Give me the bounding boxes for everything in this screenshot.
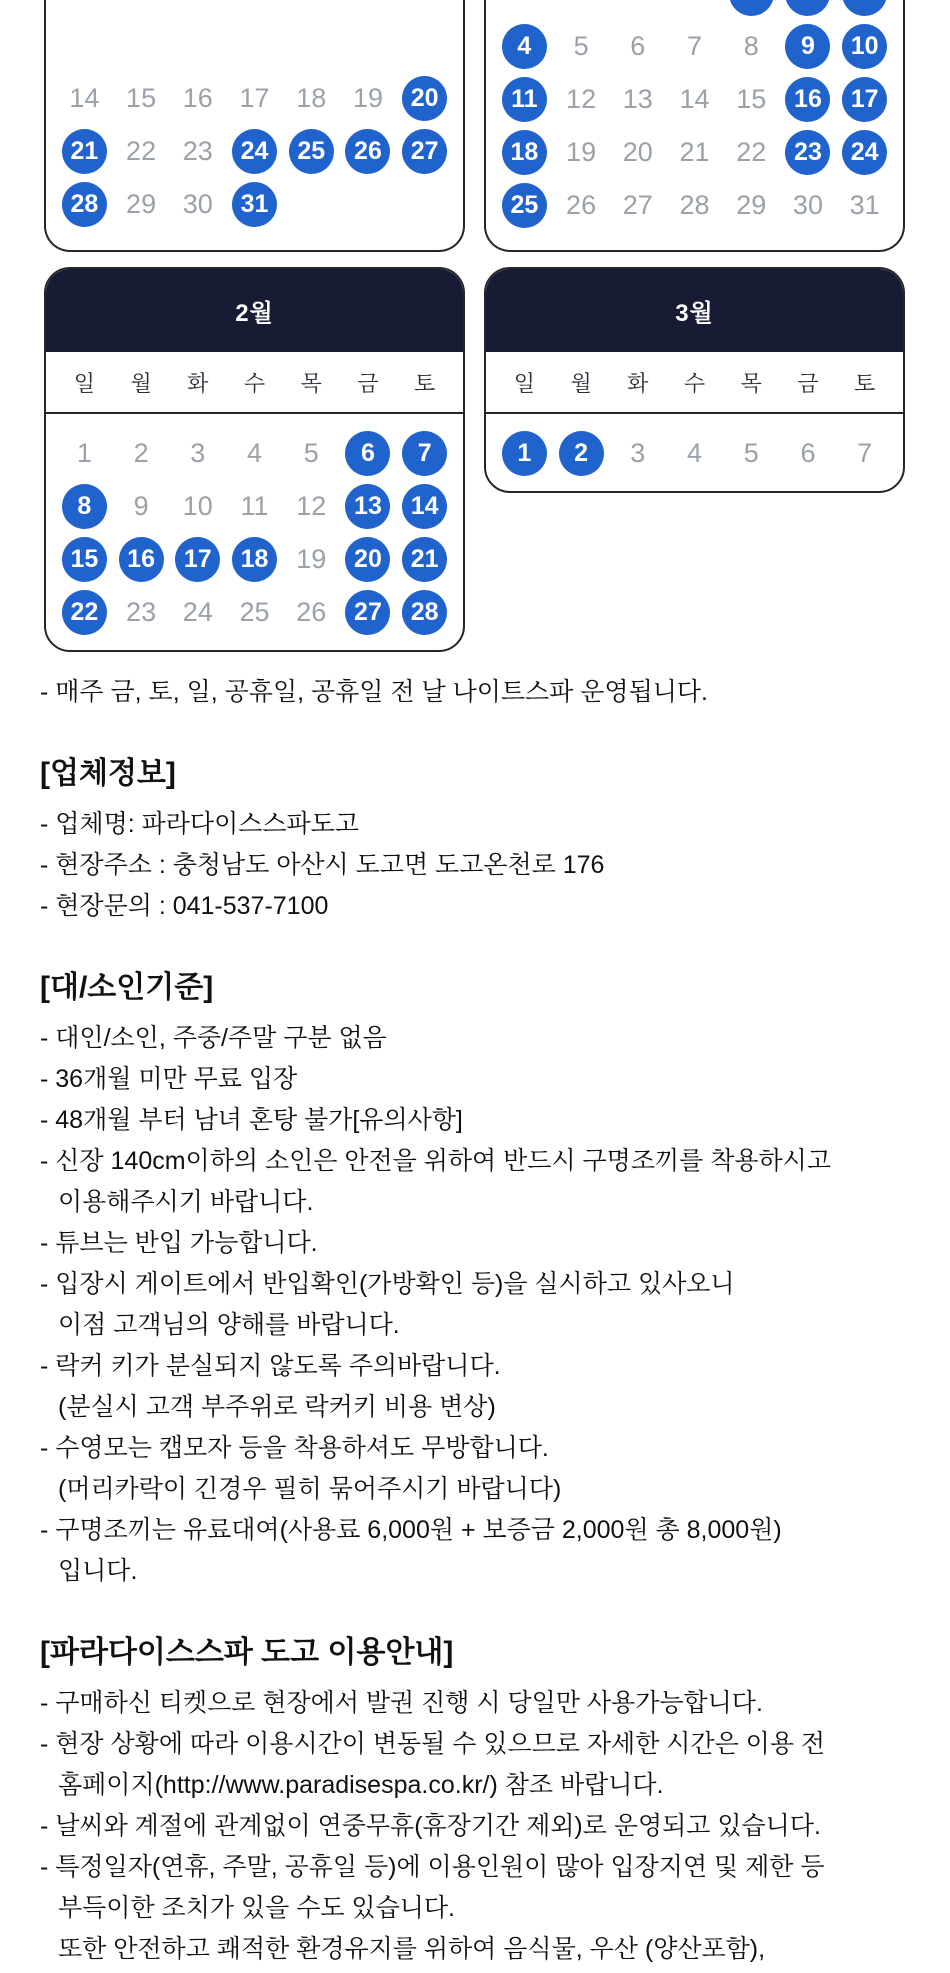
calendar-day-highlighted: 1 xyxy=(502,431,547,476)
calendar-day-cell xyxy=(666,73,723,126)
calendar-week-row xyxy=(46,586,463,639)
calendar-day-cell xyxy=(553,427,610,480)
info-section xyxy=(40,752,920,927)
calendar-week-row xyxy=(46,427,463,480)
info-line: - 구매하신 티켓으로 현장에서 발권 진행 시 당일만 사용가능합니다. xyxy=(40,1689,763,1717)
info-line: - 튜브는 반입 가능합니다. xyxy=(40,1229,318,1257)
info-line: - 현장문의 : 041-537-7100 xyxy=(40,892,329,920)
calendar-day-highlighted: 25 xyxy=(502,183,547,228)
calendar-day-highlighted: 11 xyxy=(502,77,547,122)
calendar-day-cell xyxy=(553,0,610,20)
info-line: - 특정일자(연휴, 주말, 공휴일 등)에 이용인원이 많아 입장지연 및 제한 등 xyxy=(40,1853,825,1881)
calendar-day-cell xyxy=(340,533,397,586)
calendar-day-cell xyxy=(396,427,453,480)
calendar-day-cell xyxy=(56,586,113,639)
calendar-day-highlighted: 17 xyxy=(842,77,887,122)
calendar-day: 19 xyxy=(296,544,327,574)
section-heading: [업체정보] xyxy=(40,757,176,790)
calendar-day-highlighted: 9 xyxy=(785,24,830,69)
calendar-day: 19 xyxy=(566,137,597,167)
calendar-day: 12 xyxy=(296,491,327,521)
calendar-day-cell xyxy=(836,427,893,480)
calendar-day-cell xyxy=(723,179,780,232)
calendar-day-cell xyxy=(609,126,666,179)
calendar-day-cell xyxy=(496,0,553,20)
info-sections xyxy=(40,752,920,1970)
calendar-day-cell xyxy=(723,20,780,73)
calendar-day-cell xyxy=(723,427,780,480)
calendar-day-cell xyxy=(113,72,170,125)
info-line: - 36개월 미만 무료 입장 xyxy=(40,1065,298,1093)
calendar-january xyxy=(484,0,905,252)
calendar-day: 23 xyxy=(126,597,157,627)
calendar-day-cell xyxy=(169,480,226,533)
calendar-day-highlighted: 27 xyxy=(402,129,447,174)
calendar-day-cell xyxy=(396,586,453,639)
calendar-day: 14 xyxy=(69,83,100,113)
weekday-label: 월 xyxy=(130,370,152,396)
calendar-day: 30 xyxy=(792,190,823,220)
info-line: 이용해주시기 바랍니다. xyxy=(58,1188,314,1216)
calendar-day-cell xyxy=(836,0,893,20)
calendar-day-highlighted: 25 xyxy=(289,129,334,174)
calendar-week-row xyxy=(46,125,463,178)
calendar-day-highlighted: 28 xyxy=(402,590,447,635)
calendar-day-cell xyxy=(553,126,610,179)
info-line: - 구명조끼는 유료대여(사용료 6,000원 + 보증금 2,000원 총 8,000원) xyxy=(40,1516,782,1544)
calendar-day: 15 xyxy=(126,83,157,113)
calendar-day-highlighted: 16 xyxy=(785,77,830,122)
calendar-day: 14 xyxy=(679,84,710,114)
calendar-day-highlighted: 4 xyxy=(502,24,547,69)
calendar-day-cell xyxy=(283,480,340,533)
calendar-february xyxy=(44,267,465,652)
weekday-label: 목 xyxy=(740,370,762,396)
calendar-day: 7 xyxy=(857,438,873,468)
calendar-day-cell xyxy=(496,73,553,126)
calendar-day-cell xyxy=(226,178,283,231)
info-line: - 신장 140cm이하의 소인은 안전을 위하여 반드시 구명조끼를 착용하시고 xyxy=(40,1147,831,1175)
calendar-day: 6 xyxy=(800,438,816,468)
calendar-day-cell xyxy=(169,533,226,586)
weekday-label: 금 xyxy=(357,370,379,396)
calendar-day-cell xyxy=(666,427,723,480)
calendar-day-cell xyxy=(836,179,893,232)
calendar-day-cell xyxy=(226,72,283,125)
calendar-day-highlighted: 16 xyxy=(119,537,164,582)
night-spa-note: - 매주 금, 토, 일, 공휴일, 공휴일 전 날 나이트스파 운영됩니다. xyxy=(40,678,708,706)
calendar-day-cell xyxy=(836,73,893,126)
calendar-day: 5 xyxy=(743,438,759,468)
calendar-week-row xyxy=(486,73,903,126)
calendar-day-cell xyxy=(226,533,283,586)
calendar-day: 26 xyxy=(296,597,327,627)
calendar-day: 9 xyxy=(133,491,149,521)
calendar-day-highlighted: 23 xyxy=(785,130,830,175)
calendar-day-cell xyxy=(283,178,340,231)
calendar-day: 4 xyxy=(687,438,703,468)
calendar-day-cell xyxy=(113,427,170,480)
info-line: - 락커 키가 분실되지 않도록 주의바랍니다. xyxy=(40,1352,501,1380)
calendar-day-highlighted: 8 xyxy=(62,484,107,529)
calendar-march xyxy=(484,267,905,493)
weekday-row xyxy=(46,352,463,414)
calendar-month-header xyxy=(486,269,903,352)
calendar-day-cell xyxy=(226,427,283,480)
calendar-weeks xyxy=(486,0,903,232)
weekday-label: 일 xyxy=(73,370,95,396)
calendar-day-highlighted xyxy=(785,0,830,16)
calendar-day-highlighted: 26 xyxy=(345,129,390,174)
weekday-label: 토 xyxy=(854,370,876,396)
calendar-day-highlighted: 14 xyxy=(402,484,447,529)
calendar-day-highlighted: 24 xyxy=(232,129,277,174)
calendar-day-highlighted: 20 xyxy=(345,537,390,582)
info-section xyxy=(40,966,920,1592)
calendar-day-cell xyxy=(56,427,113,480)
weekday-label: 목 xyxy=(300,370,322,396)
calendar-day-cell xyxy=(553,73,610,126)
calendar-week-row xyxy=(486,0,903,20)
calendar-week-row xyxy=(46,178,463,231)
calendar-day-highlighted: 21 xyxy=(62,129,107,174)
calendar-day-cell xyxy=(496,179,553,232)
calendar-day-cell xyxy=(836,20,893,73)
calendar-day-highlighted: 6 xyxy=(345,431,390,476)
calendar-month-title: 3월 xyxy=(675,300,714,327)
calendar-day-cell xyxy=(113,533,170,586)
calendar-day-highlighted: 27 xyxy=(345,590,390,635)
calendar-day: 23 xyxy=(182,136,213,166)
weekday-label: 토 xyxy=(414,370,436,396)
calendar-day-cell xyxy=(283,586,340,639)
calendar-day-highlighted: 18 xyxy=(232,537,277,582)
info-text-content xyxy=(0,672,950,1970)
calendar-day-cell xyxy=(780,20,837,73)
calendar-day-highlighted: 18 xyxy=(502,130,547,175)
calendar-week-row xyxy=(46,533,463,586)
weekday-label: 화 xyxy=(187,370,209,396)
calendar-day-cell xyxy=(113,586,170,639)
calendar-day-cell xyxy=(340,586,397,639)
calendar-day: 8 xyxy=(743,31,759,61)
calendar-week-row xyxy=(486,20,903,73)
calendar-day: 20 xyxy=(622,137,653,167)
info-line: - 입장시 게이트에서 반입확인(가방확인 등)을 실시하고 있사오니 xyxy=(40,1270,735,1298)
calendar-day-cell xyxy=(56,533,113,586)
calendar-day: 25 xyxy=(239,597,270,627)
info-line: (분실시 고객 부주위로 락커키 비용 변상) xyxy=(58,1393,496,1421)
calendar-day-cell xyxy=(113,480,170,533)
calendar-day-highlighted: 17 xyxy=(175,537,220,582)
calendar-day-cell xyxy=(780,179,837,232)
calendar-day-cell xyxy=(609,179,666,232)
info-section xyxy=(40,1631,920,1970)
calendar-day: 21 xyxy=(679,137,710,167)
calendar-day-cell xyxy=(56,72,113,125)
calendar-day-cell xyxy=(723,73,780,126)
calendar-day-cell xyxy=(340,178,397,231)
calendar-day: 30 xyxy=(182,189,213,219)
calendar-day-cell xyxy=(396,72,453,125)
calendar-day: 29 xyxy=(126,189,157,219)
calendar-day-highlighted: 15 xyxy=(62,537,107,582)
calendar-day-cell xyxy=(723,126,780,179)
calendar-day-cell xyxy=(283,427,340,480)
calendar-day-cell xyxy=(340,72,397,125)
calendar-day: 3 xyxy=(190,438,206,468)
operating-calendar-grid xyxy=(0,0,950,652)
calendar-day-cell xyxy=(340,427,397,480)
weekday-row xyxy=(486,352,903,414)
calendar-day: 27 xyxy=(622,190,653,220)
calendar-day-highlighted: 20 xyxy=(402,76,447,121)
calendar-day-cell xyxy=(56,178,113,231)
calendar-week-row xyxy=(46,480,463,533)
calendar-day-cell xyxy=(666,0,723,20)
calendar-day-highlighted: 13 xyxy=(345,484,390,529)
calendar-day-cell xyxy=(226,586,283,639)
calendar-day-cell xyxy=(666,20,723,73)
calendar-day: 6 xyxy=(630,31,646,61)
calendar-day-cell xyxy=(396,125,453,178)
calendar-day-cell xyxy=(553,179,610,232)
calendar-day-cell xyxy=(226,480,283,533)
info-line: - 수영모는 캡모자 등을 착용하셔도 무방합니다. xyxy=(40,1434,549,1462)
calendar-day-cell xyxy=(396,480,453,533)
calendar-day-cell xyxy=(56,125,113,178)
calendar-day-cell xyxy=(283,72,340,125)
calendar-weeks xyxy=(46,414,463,639)
calendar-month-header xyxy=(46,269,463,352)
info-line: - 날씨와 계절에 관계없이 연중무휴(휴장기간 제외)로 운영되고 있습니다. xyxy=(40,1812,821,1840)
calendar-week-row xyxy=(486,427,903,480)
calendar-day-highlighted: 22 xyxy=(62,590,107,635)
weekday-label: 금 xyxy=(797,370,819,396)
calendar-day-cell xyxy=(496,126,553,179)
calendar-day-highlighted: 28 xyxy=(62,182,107,227)
calendar-day: 15 xyxy=(736,84,767,114)
calendar-day-highlighted: 2 xyxy=(559,431,604,476)
weekday-label: 일 xyxy=(513,370,535,396)
calendar-december xyxy=(44,0,465,252)
calendar-day-cell xyxy=(496,20,553,73)
info-line: 이점 고객님의 양해를 바랍니다. xyxy=(58,1311,400,1339)
calendar-day-cell xyxy=(283,533,340,586)
calendar-day: 1 xyxy=(76,438,92,468)
info-line: 입니다. xyxy=(58,1557,138,1585)
info-line: 홈페이지(http://www.paradisespa.co.kr/) 참조 바랍니다. xyxy=(58,1771,664,1799)
calendar-week-row xyxy=(46,72,463,125)
calendar-day-highlighted xyxy=(729,0,774,16)
calendar-day: 17 xyxy=(239,83,270,113)
calendar-day: 2 xyxy=(133,438,149,468)
calendar-day-cell xyxy=(169,427,226,480)
calendar-day-highlighted xyxy=(842,0,887,16)
weekday-label: 수 xyxy=(243,370,266,396)
calendar-day-highlighted: 24 xyxy=(842,130,887,175)
calendar-day: 13 xyxy=(622,84,653,114)
calendar-day: 29 xyxy=(736,190,767,220)
calendar-day-cell xyxy=(56,480,113,533)
calendar-day-cell xyxy=(609,73,666,126)
calendar-day: 28 xyxy=(679,190,710,220)
calendar-day-cell xyxy=(780,126,837,179)
calendar-day: 5 xyxy=(573,31,589,61)
calendar-day-cell xyxy=(169,125,226,178)
calendar-day-cell xyxy=(340,480,397,533)
calendar-day: 10 xyxy=(182,491,213,521)
calendar-weeks xyxy=(46,0,463,231)
calendar-day: 5 xyxy=(303,438,319,468)
calendar-day-cell xyxy=(836,126,893,179)
calendar-day-cell xyxy=(780,427,837,480)
calendar-weeks xyxy=(486,414,903,480)
calendar-day: 22 xyxy=(126,136,157,166)
calendar-day-cell xyxy=(666,179,723,232)
info-line: - 업체명: 파라다이스스파도고 xyxy=(40,810,359,838)
info-line: (머리카락이 긴경우 필히 묶어주시기 바랍니다) xyxy=(58,1475,562,1503)
calendar-week-row xyxy=(486,126,903,179)
info-line: 부득이한 조치가 있을 수도 있습니다. xyxy=(58,1894,455,1922)
calendar-day: 19 xyxy=(352,83,383,113)
calendar-day-cell xyxy=(396,178,453,231)
calendar-day: 26 xyxy=(566,190,597,220)
calendar-day: 3 xyxy=(630,438,646,468)
calendar-day-cell xyxy=(553,20,610,73)
calendar-day: 12 xyxy=(566,84,597,114)
weekday-label: 수 xyxy=(683,370,706,396)
info-line: - 현장주소 : 충청남도 아산시 도고면 도고온천로 176 xyxy=(40,851,605,879)
calendar-day-cell xyxy=(226,125,283,178)
calendar-day-cell xyxy=(169,586,226,639)
info-line: 또한 안전하고 쾌적한 환경유지를 위하여 음식물, 우산 (양산포함), xyxy=(58,1935,766,1963)
calendar-day-cell xyxy=(723,0,780,20)
calendar-day-cell xyxy=(609,427,666,480)
weekday-label: 월 xyxy=(570,370,592,396)
calendar-week-row xyxy=(486,179,903,232)
calendar-day-cell xyxy=(113,178,170,231)
calendar-day-cell xyxy=(666,126,723,179)
calendar-day-highlighted: 31 xyxy=(232,182,277,227)
calendar-day-cell xyxy=(609,20,666,73)
info-line: - 현장 상황에 따라 이용시간이 변동될 수 있으므로 자세한 시간은 이용 전 xyxy=(40,1730,826,1758)
calendar-day-cell xyxy=(609,0,666,20)
calendar-day-cell xyxy=(340,125,397,178)
calendar-day: 4 xyxy=(247,438,263,468)
calendar-day-highlighted: 10 xyxy=(842,24,887,69)
calendar-day-cell xyxy=(169,178,226,231)
info-line: - 대인/소인, 주중/주말 구분 없음 xyxy=(40,1024,387,1052)
calendar-day-cell xyxy=(169,72,226,125)
calendar-day-cell xyxy=(780,0,837,20)
info-line: - 48개월 부터 남녀 혼탕 불가[유의사항] xyxy=(40,1106,463,1134)
calendar-day: 11 xyxy=(240,491,269,521)
calendar-day: 24 xyxy=(182,597,213,627)
calendar-day-cell xyxy=(496,427,553,480)
section-heading: [대/소인기준] xyxy=(40,971,214,1004)
weekday-label: 화 xyxy=(627,370,649,396)
calendar-day: 31 xyxy=(849,190,880,220)
section-heading: [파라다이스스파 도고 이용안내] xyxy=(40,1636,454,1669)
calendar-day: 16 xyxy=(182,83,213,113)
calendar-day-highlighted: 21 xyxy=(402,537,447,582)
calendar-month-title: 2월 xyxy=(235,300,274,327)
calendar-day-cell xyxy=(113,125,170,178)
calendar-day: 18 xyxy=(296,83,327,113)
calendar-day: 22 xyxy=(736,137,767,167)
calendar-day-cell xyxy=(396,533,453,586)
calendar-day-cell xyxy=(780,73,837,126)
calendar-day-highlighted: 7 xyxy=(402,431,447,476)
calendar-day: 7 xyxy=(687,31,703,61)
calendar-day-cell xyxy=(283,125,340,178)
